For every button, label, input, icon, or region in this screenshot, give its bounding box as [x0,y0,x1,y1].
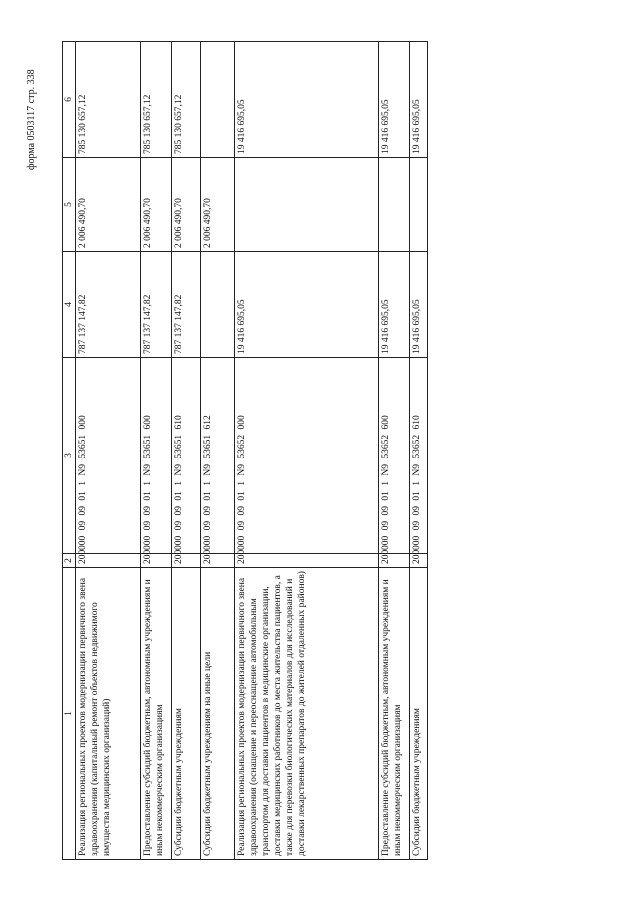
row-col6-value: 785 130 657,12 [171,42,200,158]
row-line-code: 200 [201,554,235,568]
row-budget-code: 000 09 09 01 1 N9 53651 000 [76,358,141,554]
row-line-code: 200 [171,554,200,568]
row-line-code: 200 [379,554,409,568]
report-table [62,41,428,860]
row-col6-value: 19 416 695,05 [379,42,409,158]
row-budget-code: 000 09 09 01 1 N9 53651 612 [201,358,235,554]
row-name: Предоставление субсидий бюджетным, автономным учреждениям и иным некоммерческим организациям [379,568,409,860]
row-col6-value [201,42,235,158]
row-budget-code: 000 09 09 01 1 N9 53652 000 [235,358,379,554]
header-col-4: 4 [63,252,76,358]
rotated-table-wrapper [62,42,428,860]
row-line-code: 200 [409,554,427,568]
row-col4-value: 787 137 147,82 [76,252,141,358]
row-col4-value [201,252,235,358]
row-col5-value: 2 006 490,70 [171,158,200,252]
row-col6-value: 19 416 695,05 [409,42,427,158]
row-line-code: 200 [141,554,171,568]
row-name: Субсидии бюджетным учреждениям [171,568,200,860]
table-header-row [63,42,76,860]
row-line-code: 200 [76,554,141,568]
header-col-3: 3 [63,358,76,554]
row-col4-value: 19 416 695,05 [235,252,379,358]
row-col5-value [379,158,409,252]
row-name: Реализация региональных проектов модернизации первичного звена здравоохранения (оснащение и переоснащение автомобильным транспортом для доставки пациентов в медицинские организации, доставки медицинских работников до места жительства пациентов, а также для перевозки биологических материалов для исследований и доставки лекарственных препаратов до жителей отдаленных районов) [235,568,379,860]
row-col4-value: 19 416 695,05 [379,252,409,358]
row-budget-code: 000 09 09 01 1 N9 53651 610 [171,358,200,554]
row-col5-value [409,158,427,252]
table-row [379,42,409,860]
table-row [409,42,427,860]
row-budget-code: 000 09 09 01 1 N9 53652 600 [379,358,409,554]
row-name: Предоставление субсидий бюджетным, автономным учреждениям и иным некоммерческим организациям [141,568,171,860]
row-name: Реализация региональных проектов модернизации первичного звена здравоохранения (капитальный ремонт объектов недвижимого имущества медицинских организаций) [76,568,141,860]
table-row [201,42,235,860]
header-col-1: 1 [63,568,76,860]
row-col6-value: 785 130 657,12 [141,42,171,158]
report-table-area [62,42,428,860]
row-col6-value: 19 416 695,05 [235,42,379,158]
table-row [76,42,141,860]
header-col-5: 5 [63,158,76,252]
row-name: Субсидии бюджетным учреждениям на иные цели [201,568,235,860]
header-col-6: 6 [63,42,76,158]
row-col5-value [235,158,379,252]
row-col5-value: 2 006 490,70 [201,158,235,252]
row-col4-value: 787 137 147,82 [141,252,171,358]
row-col4-value: 19 416 695,05 [409,252,427,358]
row-col6-value: 785 130 657,12 [76,42,141,158]
form-page-label [18,40,38,170]
row-col5-value: 2 006 490,70 [141,158,171,252]
row-col5-value: 2 006 490,70 [76,158,141,252]
header-col-2: 2 [63,554,76,568]
table-row [171,42,200,860]
table-row [141,42,171,860]
row-budget-code: 000 09 09 01 1 N9 53652 610 [409,358,427,554]
form-page-label-text: форма 0503117 стр. 338 [26,69,37,170]
row-line-code: 200 [235,554,379,568]
table-row [235,42,379,860]
row-col4-value: 787 137 147,82 [171,252,200,358]
row-budget-code: 000 09 09 01 1 N9 53651 600 [141,358,171,554]
row-name: Субсидии бюджетным учреждениям [409,568,427,860]
